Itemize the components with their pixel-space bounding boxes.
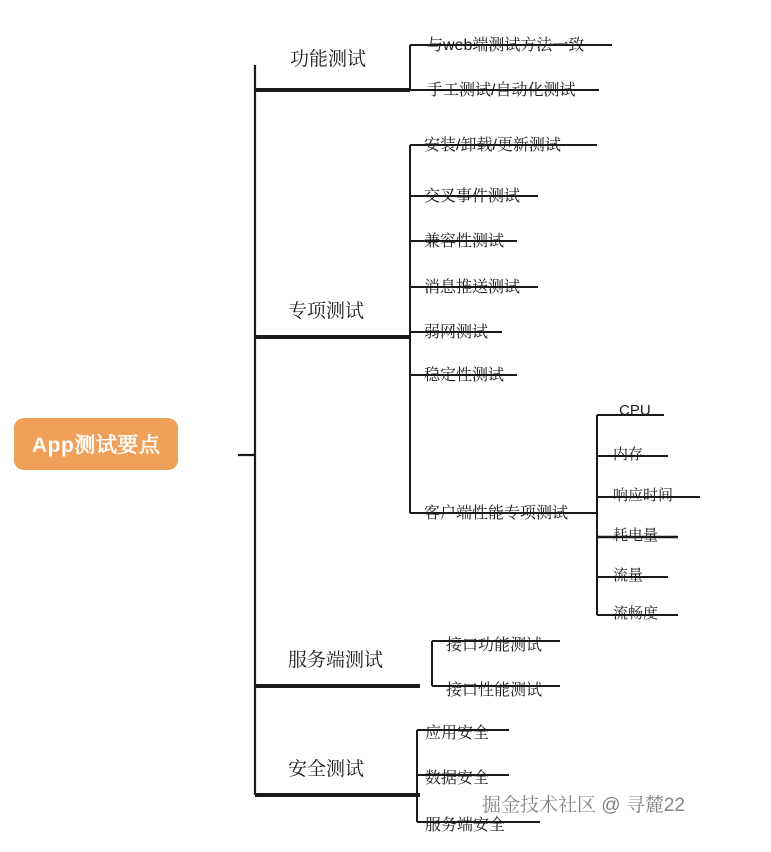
leaf-node-response-time[interactable]: 响应时间 xyxy=(613,487,674,504)
leaf-node-data-traffic[interactable]: 流量 xyxy=(613,567,644,584)
root-node[interactable]: App测试要点 xyxy=(14,418,178,470)
leaf-node-cross-event-test[interactable]: 交叉事件测试 xyxy=(424,188,521,205)
leaf-node-manual-automation-test[interactable]: 手工测试/自动化测试 xyxy=(427,82,576,99)
branch-node-functional-test[interactable]: 功能测试 xyxy=(290,49,367,70)
leaf-node-web-same-method[interactable]: 与web端测试方法一致 xyxy=(427,37,585,54)
leaf-node-application-security[interactable]: 应用安全 xyxy=(425,725,490,742)
branch-node-server-test[interactable]: 服务端测试 xyxy=(288,650,384,671)
leaf-node-api-functional-test[interactable]: 接口功能测试 xyxy=(446,637,543,654)
branch-node-security-test[interactable]: 安全测试 xyxy=(288,759,365,780)
leaf-node-compatibility-test[interactable]: 兼容性测试 xyxy=(424,233,505,250)
leaf-node-data-security[interactable]: 数据安全 xyxy=(425,770,490,787)
leaf-node-api-performance-test[interactable]: 接口性能测试 xyxy=(446,682,543,699)
leaf-node-server-security[interactable]: 服务端安全 xyxy=(425,817,506,834)
branch-node-special-test[interactable]: 专项测试 xyxy=(288,301,365,322)
leaf-node-install-uninstall-update[interactable]: 安装/卸载/更新测试 xyxy=(424,137,561,154)
leaf-node-weak-network-test[interactable]: 弱网测试 xyxy=(424,324,489,341)
leaf-node-cpu[interactable]: CPU xyxy=(619,402,651,419)
leaf-node-client-performance-test[interactable]: 客户端性能专项测试 xyxy=(424,505,569,522)
leaf-node-stability-test[interactable]: 稳定性测试 xyxy=(424,367,505,384)
leaf-node-push-notification-test[interactable]: 消息推送测试 xyxy=(424,279,521,296)
leaf-node-power-consumption[interactable]: 耗电量 xyxy=(613,527,659,544)
watermark-text: 掘金技术社区 @ 寻麓22 xyxy=(482,795,685,816)
leaf-node-memory[interactable]: 内存 xyxy=(613,446,644,463)
leaf-node-smoothness[interactable]: 流畅度 xyxy=(613,605,659,622)
